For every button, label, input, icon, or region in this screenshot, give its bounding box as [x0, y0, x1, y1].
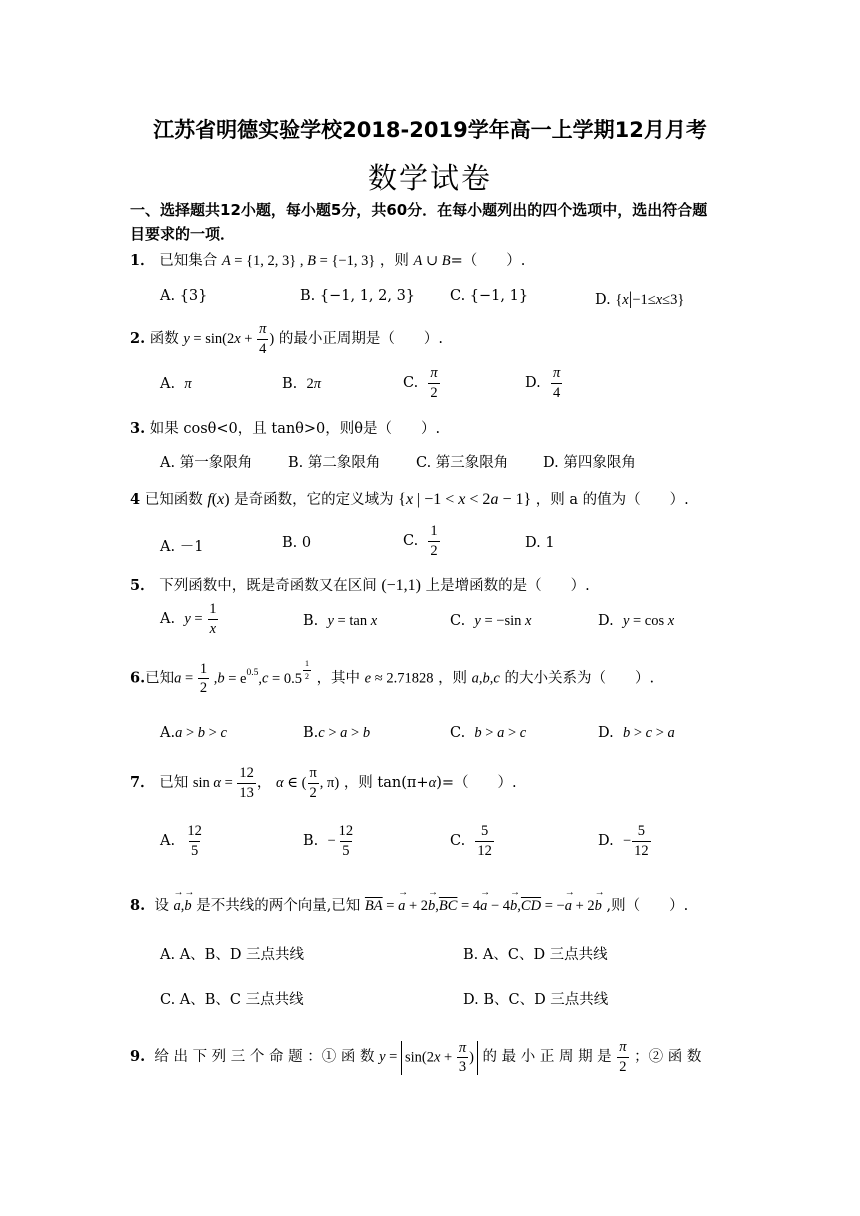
q4-option-b: B. 0 — [282, 535, 312, 551]
q3-option-c: C. 第三象限角 — [416, 455, 509, 471]
question-5: 5． 下列函数中，既是奇函数又在区间 (−1,1) 上是增函数的是（ ）. — [130, 577, 590, 594]
q1-option-b: B. {−1, 1, 2, 3} — [300, 288, 416, 304]
q3-option-a: A. 第一象限角 — [160, 455, 253, 471]
q8-option-a: A. A、B、D 三点共线 — [160, 947, 305, 963]
question-1-formula: A — [221, 253, 231, 269]
q2-option-c: C. $\frac{\pi}{2}$ — [403, 365, 438, 401]
question-3: 3. 如果 cosθ<0，且 tanθ>0，则θ是（ ）. — [130, 420, 441, 437]
q2-option-b: B. 2π — [282, 376, 321, 392]
q3-option-d: D. 第四象限角 — [543, 455, 636, 471]
q5-option-b: B. y = tan x — [303, 613, 378, 629]
q8-option-b: B. A、C、D 三点共线 — [463, 947, 608, 963]
q1-option-a: A. {3} — [160, 288, 208, 304]
question-1-number: 1． — [130, 252, 155, 269]
question-4: 4 已知函数 f(x) 是奇函数，它的定义域为 {x | −1 < x < 2a − 1} ，则 a 的值为（ ）. — [130, 491, 689, 508]
section-instructions-line1: 一、选择题共12小题，每小题5分，共60分．在每小题列出的四个选项中，选出符合题 — [130, 201, 708, 219]
q6-option-b: B.c > a > b — [303, 725, 371, 741]
exam-subtitle: 数学试卷 — [367, 161, 492, 195]
q7-option-c: C. $\frac{5}{12}$ — [450, 823, 492, 859]
q6-option-a: A.a > b > c — [160, 725, 227, 741]
q6-option-d: D. b > c > a — [598, 725, 675, 741]
q5-option-d: D. y = cos x — [598, 613, 675, 629]
q7-option-a: A. $\frac{12}{5}$ — [160, 823, 202, 859]
q4-option-c: C. $\frac{1}{2}$ — [403, 523, 438, 559]
q8-option-c: C. A、B、C 三点共线 — [160, 992, 304, 1008]
question-6: 6.已知a = $\frac{1}{2}$ $,b = e^{0.5},c = 0.5$ $^{\frac{1}{2}}$ ，其中 e ≈ 2.71828 ，则 a,b,c 的大小关系为（ ）. — [130, 659, 655, 697]
q8-option-d: D. B、C、D 三点共线 — [463, 992, 609, 1008]
q4-option-a: A. －1 — [160, 539, 204, 555]
q7-option-b: B. − $\frac{12}{5}$ — [303, 823, 354, 859]
exam-title: 江苏省明德实验学校2018-2019学年高一上学期12月月考 — [153, 118, 707, 142]
q6-option-c: C. b > a > c — [450, 725, 527, 741]
q2-option-d: D. $\frac{\pi}{4}$ — [525, 365, 561, 401]
question-9: 9. 给 出 下 列 三 个 命 题 ：① 函 数 y = sin(2x + $\frac{\pi}{3}$ ) 的 最 小 正 周 期 是 $\frac{\pi}{2}$ ；② 函 数 — [130, 1039, 702, 1076]
question-2: 2. 函数 y = sin(2x + $\frac{\pi}{4}$ ) 的最小正周期是（ ）. — [130, 321, 443, 357]
question-2-formula: y — [183, 331, 190, 347]
section-instructions-line2: 目要求的一项． — [130, 225, 236, 243]
q4-option-d: D. 1 — [525, 535, 555, 551]
q1-option-d: D. {x|−1≤x≤3} — [595, 288, 685, 308]
q5-option-c: C. y = −sin x — [450, 613, 532, 629]
q5-option-a: A. y = $\frac{1}{x}$ — [160, 601, 217, 637]
question-1: 1． 已知集合 A = {1, 2, 3} , B = {−1, 3} ，则 A ∪ B=（ ）. — [130, 252, 526, 269]
q1-option-c: C. {−1, 1} — [450, 288, 529, 304]
q3-option-b: B. 第二象限角 — [288, 455, 381, 471]
question-7: 7． 已知 sin α = $\frac{12}{13}$ ， α ∈ ( $\frac{\pi}{2}$ , π) ，则 tan(π+α)=（ ）. — [130, 765, 517, 801]
q7-option-d: D. − $\frac{5}{12}$ — [598, 823, 649, 859]
question-8: 8. 设 → a,→ b 是不共线的两个向量,已知 $\overline{BA}$ = → $a + 2\to b,\overline{BC} = 4\to a - 4\to b,\overline{CD}$ = −→ a + 2→ b ,则（ ）. — [130, 894, 688, 915]
q2-option-a: A. π — [160, 376, 192, 392]
